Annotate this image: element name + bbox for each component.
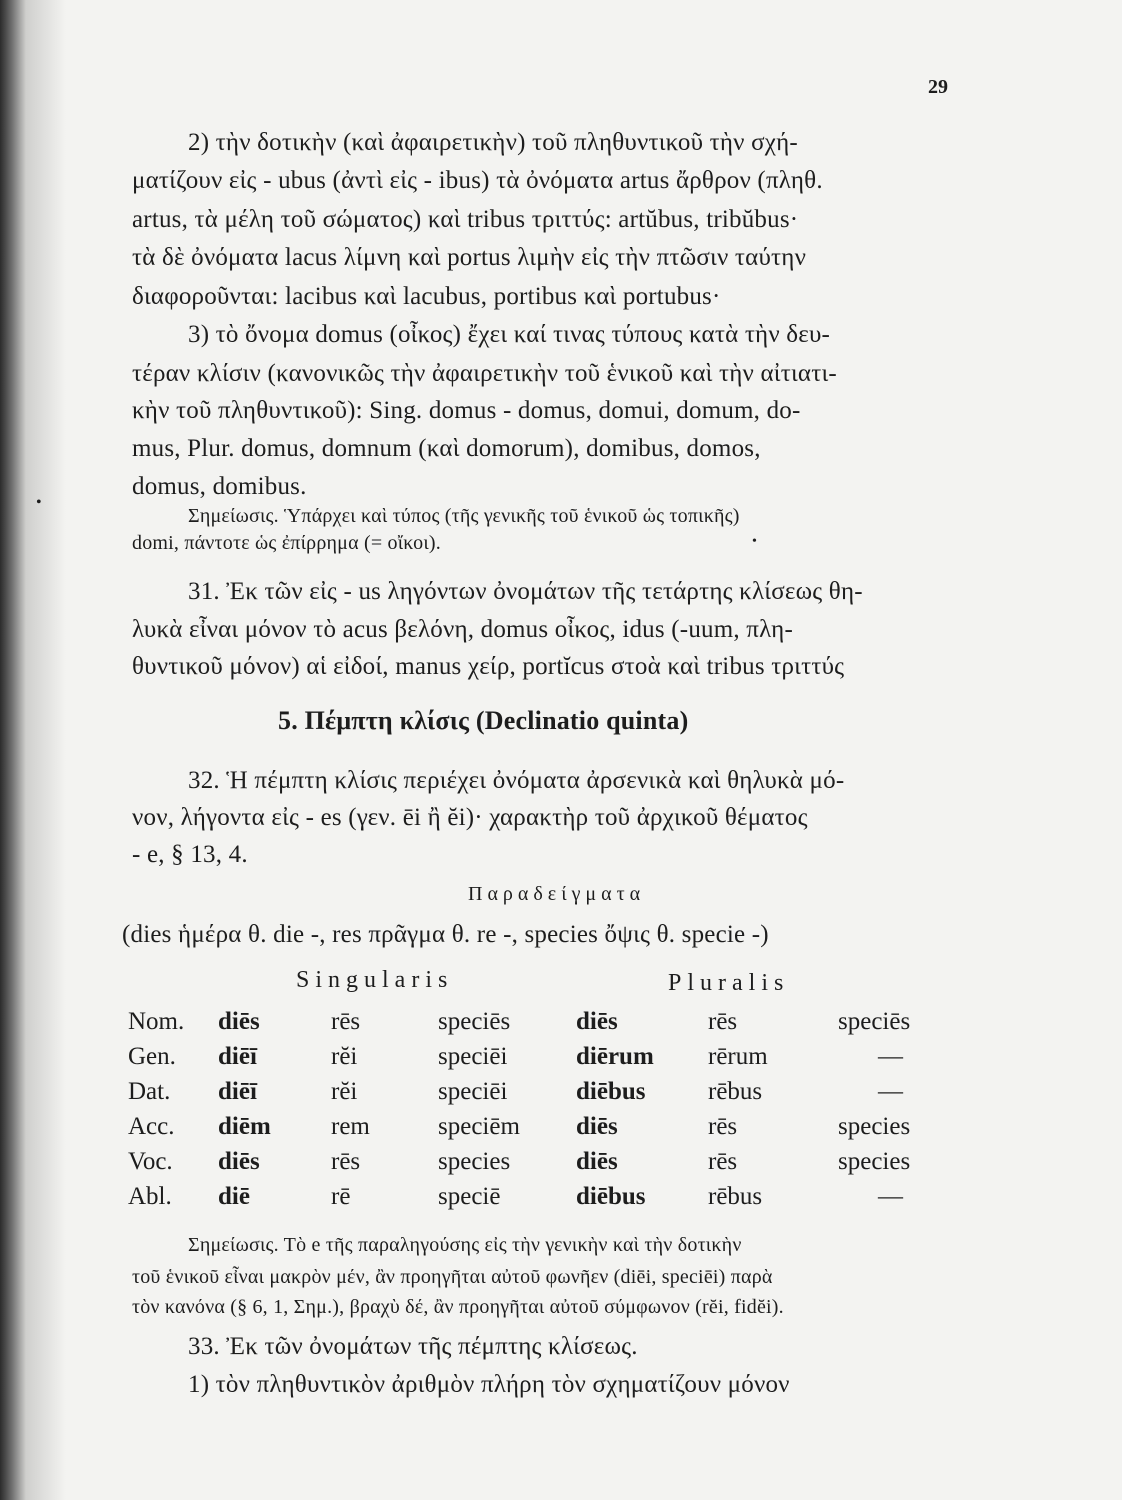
table-cell: speciēm [438,1113,520,1140]
table-cell: species [838,1113,911,1140]
text-line: τέραν κλίσιν (κανονικῶς τὴν ἀφαιρετικὴν τοῦ ἑνικοῦ καὶ τὴν αἰτιατι- [132,360,837,387]
text-line: artus, τὰ μέλη τοῦ σώματος) καὶ tribus τριττύς: artŭbus, tribŭbus· [132,206,799,233]
table-cell: — [878,1078,903,1105]
table-cell: speciēi [438,1043,508,1070]
table-cell: rēbus [708,1183,763,1210]
table-cell: diērum [576,1043,654,1070]
table-cell: rērum [708,1043,768,1070]
note-line: domi, πάντοτε ὡς ἐπίρρημα (= οἴκοι). [132,532,441,554]
table-cell: diē [218,1183,250,1210]
section-31-line: 31. Ἐκ τῶν εἰς - us ληγόντων ὀνομάτων τῆς τετάρτης κλίσεως θη- [188,578,863,605]
section-32-line: - e, § 13, 4. [132,841,248,868]
text-line: domus, domibus. [132,473,307,500]
case-label: Acc. [128,1113,175,1140]
table-cell: diēs [576,1008,618,1035]
table-cell: rēbus [708,1078,763,1105]
table-cell: rēs [708,1113,738,1140]
note-line: τὸν κανόνα (§ 6, 1, Σημ.), βραχὺ δέ, ἂν προηγῆται αὐτοῦ σύμφωνον (rĕi, fidĕi). [132,1296,784,1318]
examples-line: (dies ἡμέρα θ. die -, res πρᾶγμα θ. re -, species ὄψις θ. specie -) [122,921,769,948]
table-cell: diēs [218,1008,260,1035]
table-cell: species [438,1148,511,1175]
section-31-line: λυκὰ εἶναι μόνον τὸ acus βελόνη, domus οἶκος, idus (-uum, πλη- [132,616,793,643]
section-32-line: νον, λήγοντα εἰς - es (γεν. ēi ἢ ĕi)· χαρακτὴρ τοῦ ἀρχικοῦ θέματος [132,804,808,831]
note-line: τοῦ ἑνικοῦ εἶναι μακρὸν μέν, ἂν προηγῆται αὐτοῦ φωνῆεν (diēi, speciēi) παρὰ [132,1266,773,1288]
text-line: ματίζουν εἰς - ubus (ἀντὶ εἰς - ibus) τὰ ὀνόματα artus ἄρθρον (πληθ. [132,167,823,194]
section-heading: 5. Πέμπτη κλίσις (Declinatio quinta) [278,706,689,735]
table-cell: rem [331,1113,370,1140]
table-cell: — [878,1043,903,1070]
table-cell: diēbus [576,1078,646,1105]
singular-header: Singularis [296,967,454,993]
text-line: διαφοροῦνται: lacibus καὶ lacubus, portibus καὶ portubus· [132,283,721,310]
table-cell: diēm [218,1113,271,1140]
ink-dot: • [752,534,757,549]
table-cell: diēs [576,1148,618,1175]
case-label: Nom. [128,1008,185,1035]
section-33-line: 1) τὸν πληθυντικὸν ἀριθμὸν πλήρη τὸν σχηματίζουν μόνον [188,1371,790,1398]
table-cell: diēī [218,1043,257,1070]
table-cell: diēs [218,1148,260,1175]
case-label: Abl. [128,1183,172,1210]
table-cell: rēs [331,1148,361,1175]
section-31-line: θυντικοῦ μόνον) αἱ εἰδοί, manus χείρ, portĭcus στοὰ καὶ tribus τριττύς [132,653,845,680]
table-cell: rēs [708,1008,738,1035]
table-cell: rē [331,1183,351,1210]
table-cell: diēbus [576,1183,646,1210]
table-cell: — [878,1183,903,1210]
text-line: 3) τὸ ὄνομα domus (οἶκος) ἔχει καί τινας τύπους κατὰ τὴν δευ- [188,321,831,348]
table-cell: diēs [576,1113,618,1140]
text-line: τὰ δὲ ὀνόματα lacus λίμνη καὶ portus λιμὴν εἰς τὴν πτῶσιν ταύτην [132,244,807,271]
table-cell: species [838,1148,911,1175]
plural-header: Pluralis [668,970,790,996]
margin-mark: • [36,494,42,511]
table-cell: rĕi [331,1043,358,1070]
section-33-line: 33. Ἐκ τῶν ὀνομάτων τῆς πέμπτης κλίσεως. [188,1333,638,1360]
page-number: 29 [928,76,948,98]
case-label: Dat. [128,1078,171,1105]
text-line: mus, Plur. domus, domnum (καὶ domorum), domibus, domos, [132,435,761,462]
table-cell: speciēs [438,1008,511,1035]
table-cell: speciē [438,1183,501,1210]
table-cell: rēs [708,1148,738,1175]
text-line: κὴν τοῦ πληθυντικοῦ): Sing. domus - domus, domui, domum, do- [132,397,801,424]
note-line: Σημείωσις. Ὑπάρχει καὶ τύπος (τῆς γενικῆς τοῦ ἑνικοῦ ὡς τοπικῆς) [188,505,740,527]
note-line: Σημείωσις. Τὸ e τῆς παραληγούσης εἰς τὴν γενικὴν καὶ τὴν δοτικὴν [188,1234,742,1256]
case-label: Gen. [128,1043,176,1070]
case-label: Voc. [128,1148,173,1175]
table-cell: diēī [218,1078,257,1105]
section-32-line: 32. Ἡ πέμπτη κλίσις περιέχει ὀνόματα ἀρσενικὰ καὶ θηλυκὰ μό- [188,767,845,794]
paradigms-title: Παραδείγματα [468,883,646,905]
table-cell: rĕi [331,1078,358,1105]
table-cell: rēs [331,1008,361,1035]
text-line: 2) τὴν δοτικὴν (καὶ ἀφαιρετικὴν) τοῦ πληθυντικοῦ τὴν σχή- [188,129,798,156]
table-cell: speciēi [438,1078,508,1105]
page-gutter [26,0,66,1500]
book-spine-shadow [0,0,26,1500]
table-cell: speciēs [838,1008,911,1035]
